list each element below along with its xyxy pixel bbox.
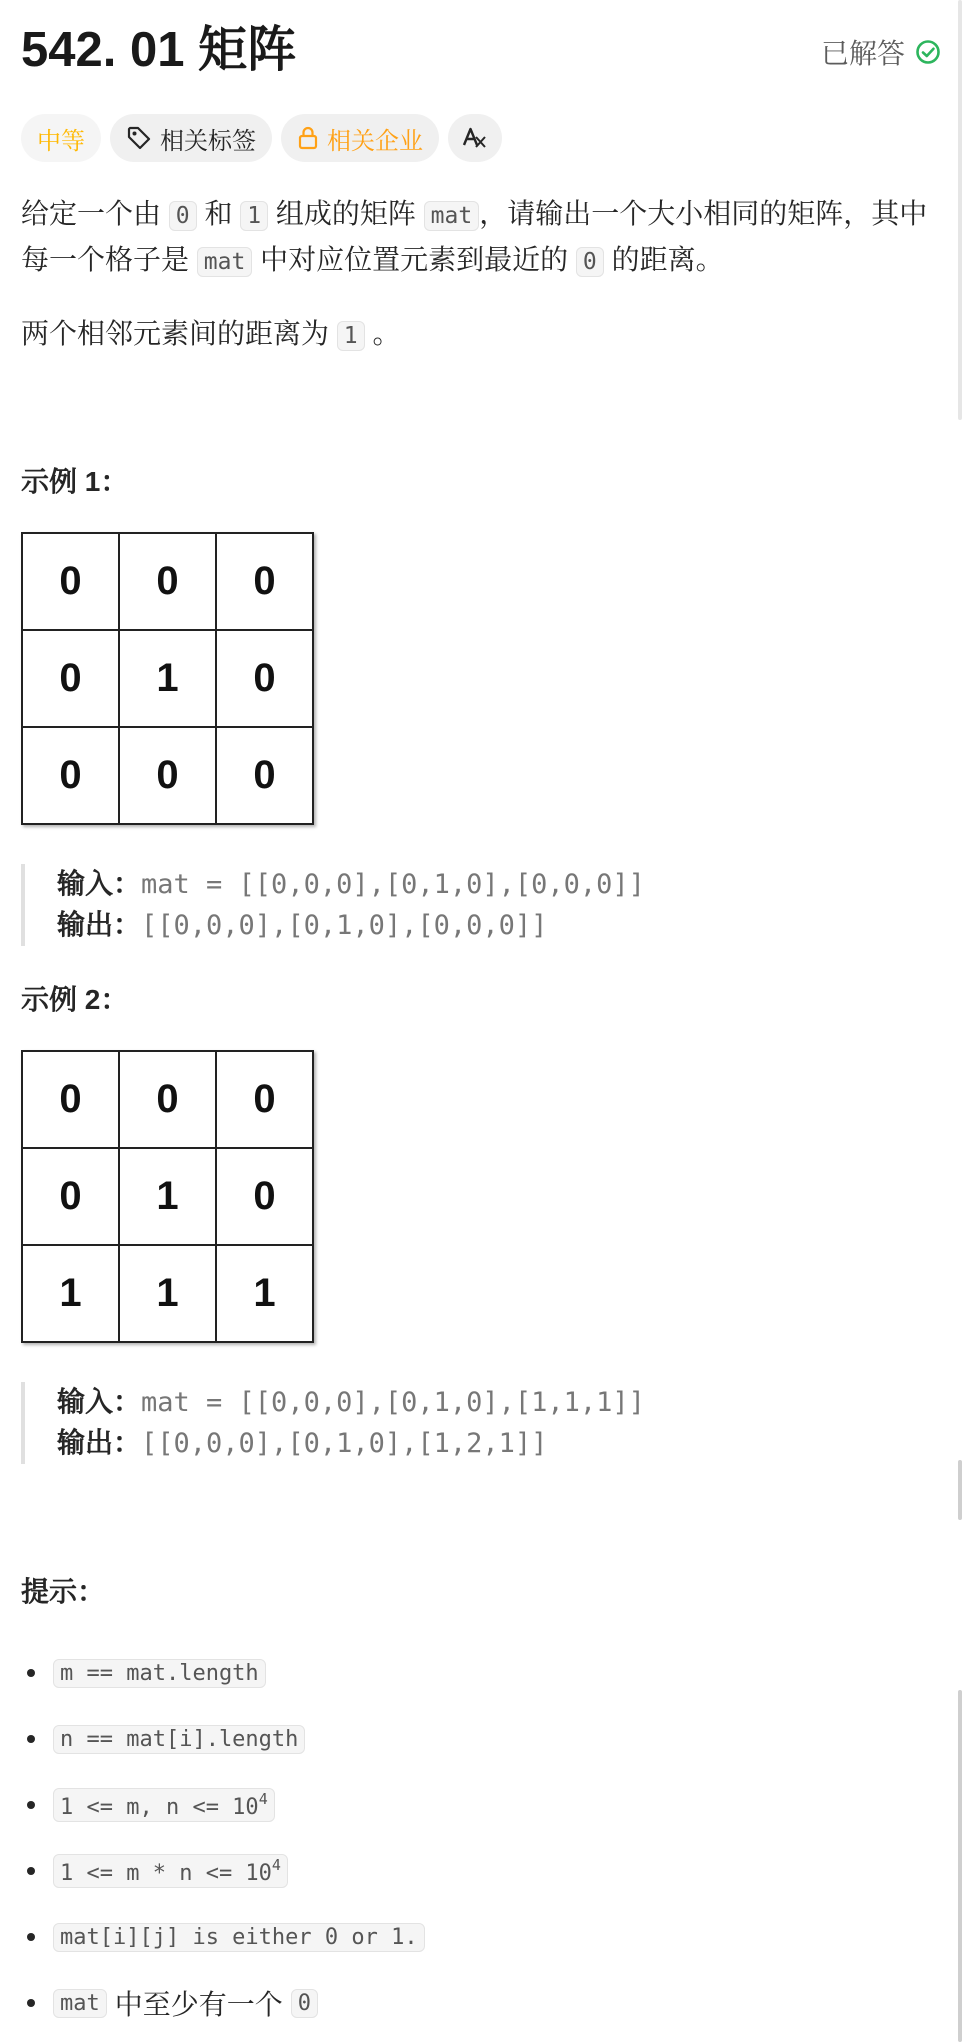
constraint-code-text: 1 <= m, n <= 10	[60, 1795, 259, 1820]
tag-icon	[126, 125, 152, 151]
scrollbar-track-top[interactable]	[958, 0, 962, 420]
desc-text: 两个相邻元素间的距离为	[21, 318, 330, 349]
example-2-matrix-image	[21, 1050, 314, 1343]
matrix-cell: 1	[119, 1148, 216, 1245]
matrix-cell: 1	[119, 630, 216, 727]
example-2-output-line	[57, 1423, 957, 1464]
constraint-item	[21, 1706, 941, 1772]
translate-icon	[462, 125, 488, 151]
related-companies-button[interactable]	[281, 114, 439, 162]
input-label: 输入：	[57, 1386, 142, 1417]
exponent: 4	[271, 1856, 281, 1874]
constraint-item	[21, 1838, 941, 1904]
constraints-list	[21, 1640, 941, 2036]
exponent: 4	[258, 1790, 268, 1808]
example-2-title: 示例 2：	[21, 984, 129, 1015]
description-paragraph-2	[21, 312, 400, 358]
solved-status	[821, 32, 941, 72]
example-1-io	[21, 864, 957, 946]
matrix-cell: 0	[119, 1051, 216, 1148]
output-value: [[0,0,0],[0,1,0],[0,0,0]]	[141, 910, 548, 941]
input-value: mat = [[0,0,0],[0,1,0],[1,1,1]]	[141, 1387, 645, 1418]
input-value: mat = [[0,0,0],[0,1,0],[0,0,0]]	[141, 869, 645, 900]
check-circle-icon	[915, 39, 941, 65]
lock-icon	[297, 125, 319, 151]
scrollbar-fragment[interactable]	[958, 1460, 962, 1520]
title-row	[21, 14, 941, 86]
example-1-title: 示例 1：	[21, 466, 129, 497]
example-2-input-line	[57, 1382, 957, 1423]
translate-button[interactable]	[448, 114, 502, 162]
example-1-output-line	[57, 905, 957, 946]
inline-code: 1	[337, 321, 365, 351]
inline-code: mat	[424, 201, 480, 231]
output-label: 输出：	[57, 1427, 142, 1458]
constraint-item	[21, 1640, 941, 1706]
constraints-title: 提示：	[21, 1576, 106, 1607]
tag-row	[21, 114, 502, 162]
related-companies-label: 相关企业	[327, 127, 423, 155]
difficulty-label: 中等	[37, 127, 85, 155]
example-1-input-line	[57, 864, 957, 905]
inline-code: 0	[576, 247, 604, 277]
matrix-cell: 0	[216, 1148, 313, 1245]
constraint-code	[53, 1854, 288, 1888]
constraint-code: n == mat[i].length	[53, 1725, 305, 1754]
matrix-cell: 0	[22, 630, 119, 727]
desc-text: 和	[204, 198, 233, 229]
inline-code: 1	[240, 201, 268, 231]
inline-code: mat	[197, 247, 253, 277]
output-value: [[0,0,0],[0,1,0],[1,2,1]]	[141, 1428, 548, 1459]
related-tags-button[interactable]	[110, 114, 272, 162]
matrix-cell: 1	[216, 1245, 313, 1342]
inline-code: 0	[169, 201, 197, 231]
problem-title: 542. 01 矩阵	[21, 23, 297, 77]
matrix-cell: 0	[22, 533, 119, 630]
example-2-io	[21, 1382, 957, 1464]
desc-text: ，请输出一个大小相同的矩阵，其中每一个格子是	[21, 198, 928, 275]
matrix-cell: 0	[22, 1148, 119, 1245]
constraint-code: 0	[291, 1989, 318, 2018]
matrix-cell: 1	[119, 1245, 216, 1342]
matrix-cell: 0	[119, 533, 216, 630]
desc-text: 组成的矩阵	[275, 198, 416, 229]
scrollbar-thumb[interactable]	[958, 1690, 962, 2042]
desc-text: 给定一个由	[21, 198, 162, 229]
description-paragraph-1	[21, 192, 941, 284]
output-label: 输出：	[57, 909, 142, 940]
matrix-cell: 0	[216, 727, 313, 824]
constraint-code: mat[i][j] is either 0 or 1.	[53, 1923, 425, 1952]
constraint-item	[21, 1970, 941, 2036]
desc-text: 中对应位置元素到最近的	[260, 244, 569, 275]
constraint-item	[21, 1772, 941, 1838]
constraint-item	[21, 1904, 941, 1970]
matrix-cell: 0	[119, 727, 216, 824]
desc-text: 。	[372, 318, 401, 349]
matrix-cell: 0	[22, 727, 119, 824]
matrix-cell: 0	[216, 630, 313, 727]
matrix-cell: 1	[22, 1245, 119, 1342]
constraint-code: mat	[53, 1989, 107, 2018]
desc-text: 的距离。	[611, 244, 724, 275]
matrix-cell: 0	[216, 1051, 313, 1148]
related-tags-label: 相关标签	[160, 127, 256, 155]
input-label: 输入：	[57, 868, 142, 899]
constraint-text: 中至少有一个	[114, 1989, 283, 2020]
constraint-code	[53, 1788, 275, 1822]
difficulty-badge[interactable]	[21, 114, 101, 162]
constraint-code-text: 1 <= m * n <= 10	[60, 1861, 272, 1886]
constraint-code: m == mat.length	[53, 1659, 266, 1688]
matrix-cell: 0	[216, 533, 313, 630]
solved-label: 已解答	[820, 38, 905, 69]
matrix-cell: 0	[22, 1051, 119, 1148]
example-1-matrix-image	[21, 532, 314, 825]
